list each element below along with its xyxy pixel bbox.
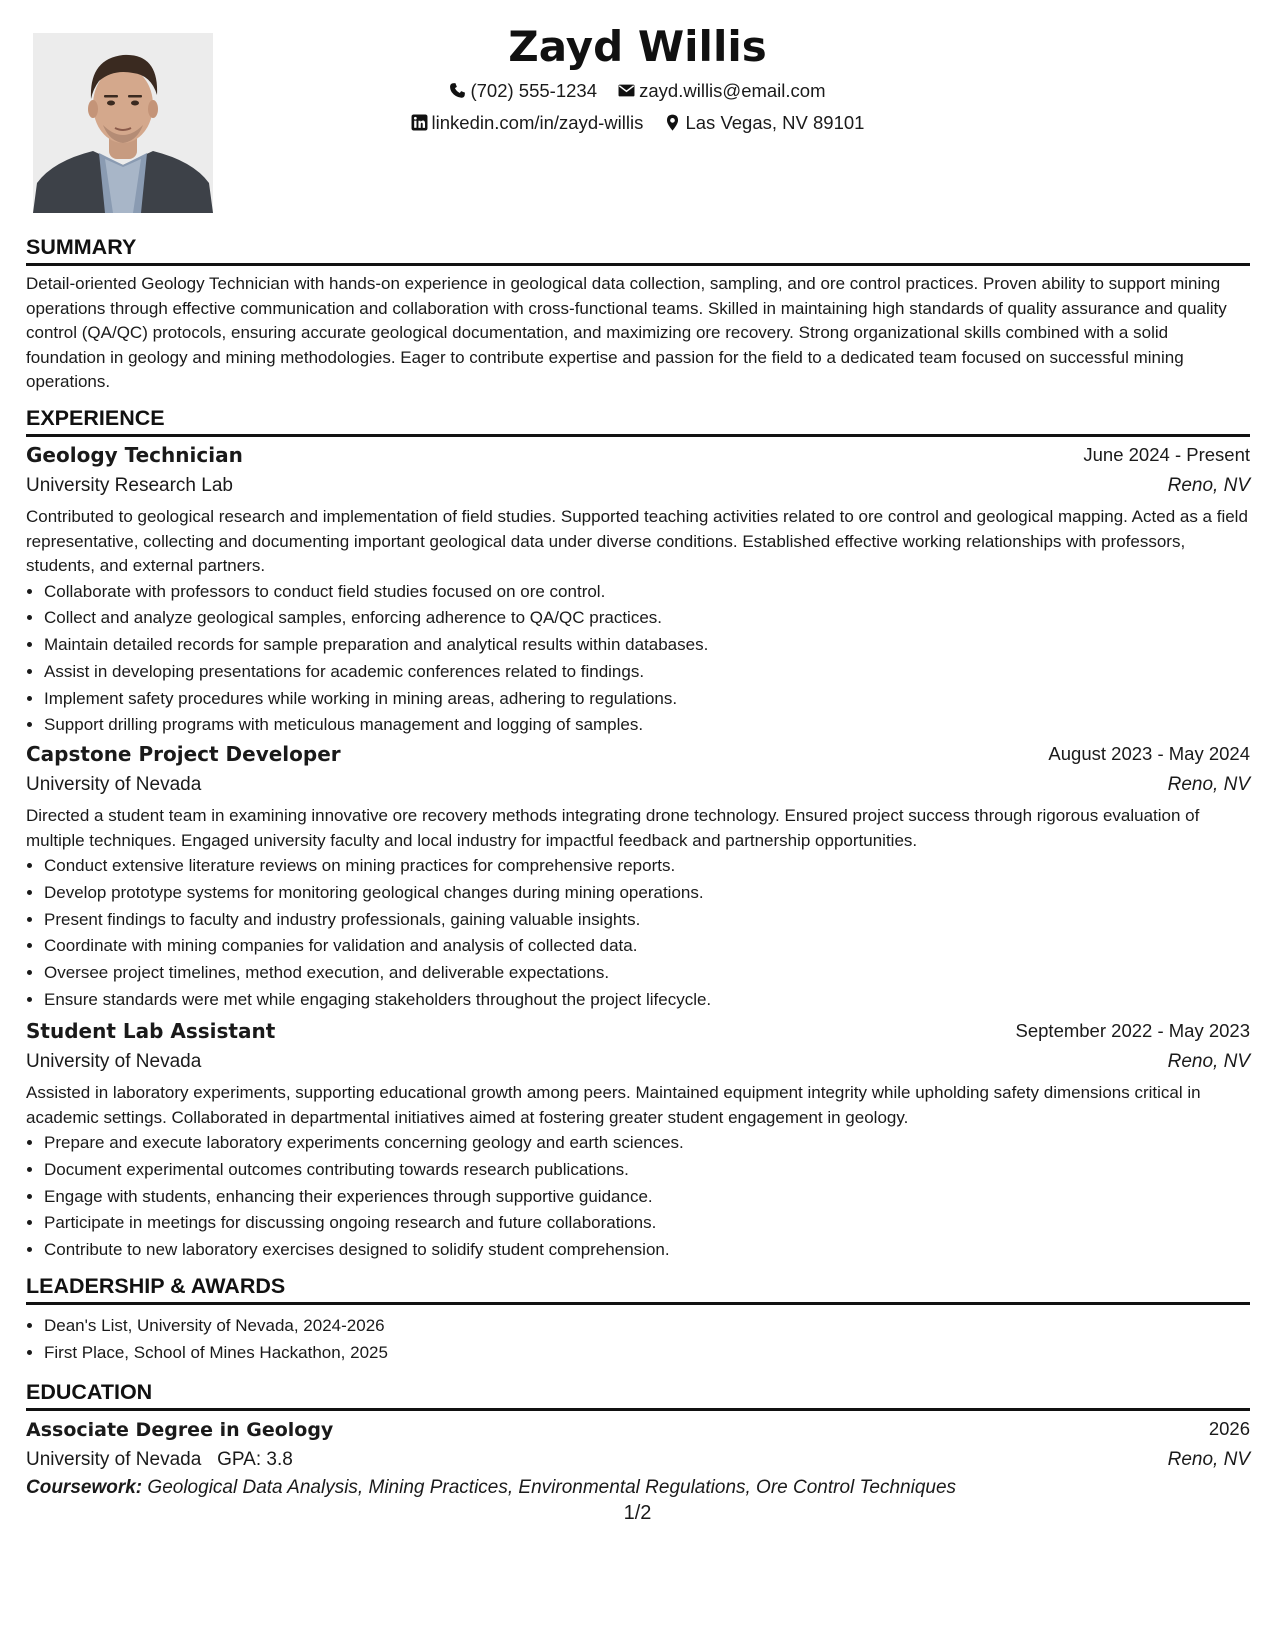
email-text: zayd.willis@email.com (639, 80, 826, 101)
summary-text: Detail-oriented Geology Technician with hands-on experience in geological data collection, sampling, and ore control practices. Proven ability to support mining operations through effective communication and collaboration with cross-functional teams. Skilled in maintaining high standards of quality assurance and quality control (QA/QC) protocols, ensuring accurate geological documentation, and maximizing ore recovery. Strong organizational skills combined with a solid foundation in geology and mining methodologies. Eager to contribute expertise and passion for the field to a dedicated team focused on successful mining operations. (26, 274, 1227, 391)
job-dates: September 2022 - May 2023 (1015, 1020, 1250, 1041)
list-item: • Conduct extensive literature reviews on mining practices for comprehensive reports. (44, 853, 1250, 880)
contact-line-1 (0, 80, 1275, 102)
job-entry (26, 742, 1250, 1014)
envelope-icon (618, 82, 635, 99)
job-title: Student Lab Assistant (26, 1019, 276, 1043)
job-header (26, 1019, 1250, 1049)
job-entry (26, 1019, 1250, 1264)
job-bullets (26, 853, 1250, 1014)
education-heading: EDUCATION (26, 1380, 1250, 1411)
gpa-text: GPA: 3.8 (217, 1449, 293, 1470)
job-description: Directed a student team in examining innovative ore recovery methods integrating drone technology. Ensured project success through rigorous evaluation of multiple techniques. Engaged university faculty and local industry for impactful feedback and partnership opportunities. (26, 806, 1200, 850)
job-bullets (26, 1130, 1250, 1264)
job-entry (26, 443, 1250, 739)
linkedin-contact[interactable] (411, 112, 644, 134)
job-dates: June 2024 - Present (1083, 444, 1250, 465)
list-item: • Contribute to new laboratory exercises designed to solidify student comprehension. (44, 1237, 1250, 1264)
awards-list (26, 1313, 1250, 1367)
experience-heading: EXPERIENCE (26, 406, 1250, 437)
location-text: Las Vegas, NV 89101 (685, 112, 865, 133)
school-info (26, 1449, 293, 1471)
degree-row (26, 1417, 1250, 1447)
degree-title: Associate Degree in Geology (26, 1419, 334, 1441)
job-title: Capstone Project Developer (26, 742, 341, 766)
list-item: • Oversee project timelines, method execution, and deliverable expectations. (44, 960, 1250, 987)
list-item: • Coordinate with mining companies for validation and analysis of collected data. (44, 933, 1250, 960)
coursework-label: Coursework: (26, 1477, 143, 1498)
linkedin-text: linkedin.com/in/zayd-willis (431, 112, 644, 133)
job-header (26, 742, 1250, 772)
list-item: • Implement safety procedures while working in mining areas, adhering to regulations. (44, 686, 1250, 713)
job-org: University of Nevada (26, 774, 202, 795)
map-pin-icon (664, 114, 681, 131)
summary-section (26, 235, 1250, 395)
job-title: Geology Technician (26, 443, 243, 467)
school-location: Reno, NV (1167, 1449, 1250, 1470)
school-name: University of Nevada (26, 1449, 202, 1470)
summary-heading: SUMMARY (26, 235, 1250, 266)
contact-line-2 (0, 112, 1275, 134)
job-bullets (26, 579, 1250, 740)
list-item: • Assist in developing presentations for academic conferences related to findings. (44, 659, 1250, 686)
list-item: • Dean's List, University of Nevada, 2024-2026 (44, 1313, 1250, 1340)
job-location: Reno, NV (1167, 475, 1250, 496)
job-org: University of Nevada (26, 1051, 202, 1072)
leadership-section (26, 1274, 1250, 1367)
job-location: Reno, NV (1167, 1051, 1250, 1072)
job-description: Assisted in laboratory experiments, supporting educational growth among peers. Maintained equipment integrity while upholding safety dimensions critical in academic settings. Collaborated in departmental initiatives aimed at fostering greater student engagement in geology. (26, 1083, 1201, 1127)
job-org-row (26, 772, 1250, 804)
linkedin-icon (411, 114, 428, 131)
graduation-year: 2026 (1208, 1418, 1250, 1439)
list-item: • Present findings to faculty and industry professionals, gaining valuable insights. (44, 907, 1250, 934)
school-row (26, 1447, 1250, 1477)
job-org: University Research Lab (26, 475, 233, 496)
job-header (26, 443, 1250, 473)
list-item: • Collaborate with professors to conduct field studies focused on ore control. (44, 579, 1250, 606)
list-item: • First Place, School of Mines Hackathon, 2025 (44, 1340, 1250, 1367)
job-dates: August 2023 - May 2024 (1048, 743, 1250, 764)
page-indicator: 1/2 (623, 1502, 652, 1524)
email-contact[interactable] (618, 80, 825, 102)
list-item: • Support drilling programs with meticulous management and logging of samples. (44, 712, 1250, 739)
job-description: Contributed to geological research and implementation of field studies. Supported teaching activities related to ore control and geological mapping. Acted as a field representative, collecting and documenting important geological data under diverse conditions. Established effective working relationships with professors, students, and external partners. (26, 507, 1248, 575)
job-org-row (26, 473, 1250, 505)
list-item: • Participate in meetings for discussing ongoing research and future collaborations. (44, 1210, 1250, 1237)
leadership-heading: LEADERSHIP & AWARDS (26, 1274, 1250, 1305)
candidate-name: Zayd Willis (508, 22, 767, 71)
list-item: • Document experimental outcomes contributing towards research publications. (44, 1157, 1250, 1184)
phone-text: (702) 555-1234 (470, 80, 597, 101)
list-item: • Maintain detailed records for sample preparation and analytical results within databases. (44, 632, 1250, 659)
coursework-text: Geological Data Analysis, Mining Practices, Environmental Regulations, Ore Control Techniques (147, 1477, 957, 1498)
location-contact (664, 112, 864, 134)
list-item: • Collect and analyze geological samples, enforcing adherence to QA/QC practices. (44, 605, 1250, 632)
experience-section (26, 406, 1250, 739)
coursework-line (26, 1477, 1250, 1499)
list-item: • Develop prototype systems for monitoring geological changes during mining operations. (44, 880, 1250, 907)
phone-icon (449, 82, 466, 99)
list-item: • Engage with students, enhancing their experiences through supportive guidance. (44, 1184, 1250, 1211)
education-section (26, 1380, 1250, 1499)
list-item: • Prepare and execute laboratory experiments concerning geology and earth sciences. (44, 1130, 1250, 1157)
phone-contact[interactable] (449, 80, 597, 102)
job-org-row (26, 1049, 1250, 1081)
list-item: • Ensure standards were met while engaging stakeholders throughout the project lifecycle. (44, 987, 1250, 1014)
job-location: Reno, NV (1167, 774, 1250, 795)
